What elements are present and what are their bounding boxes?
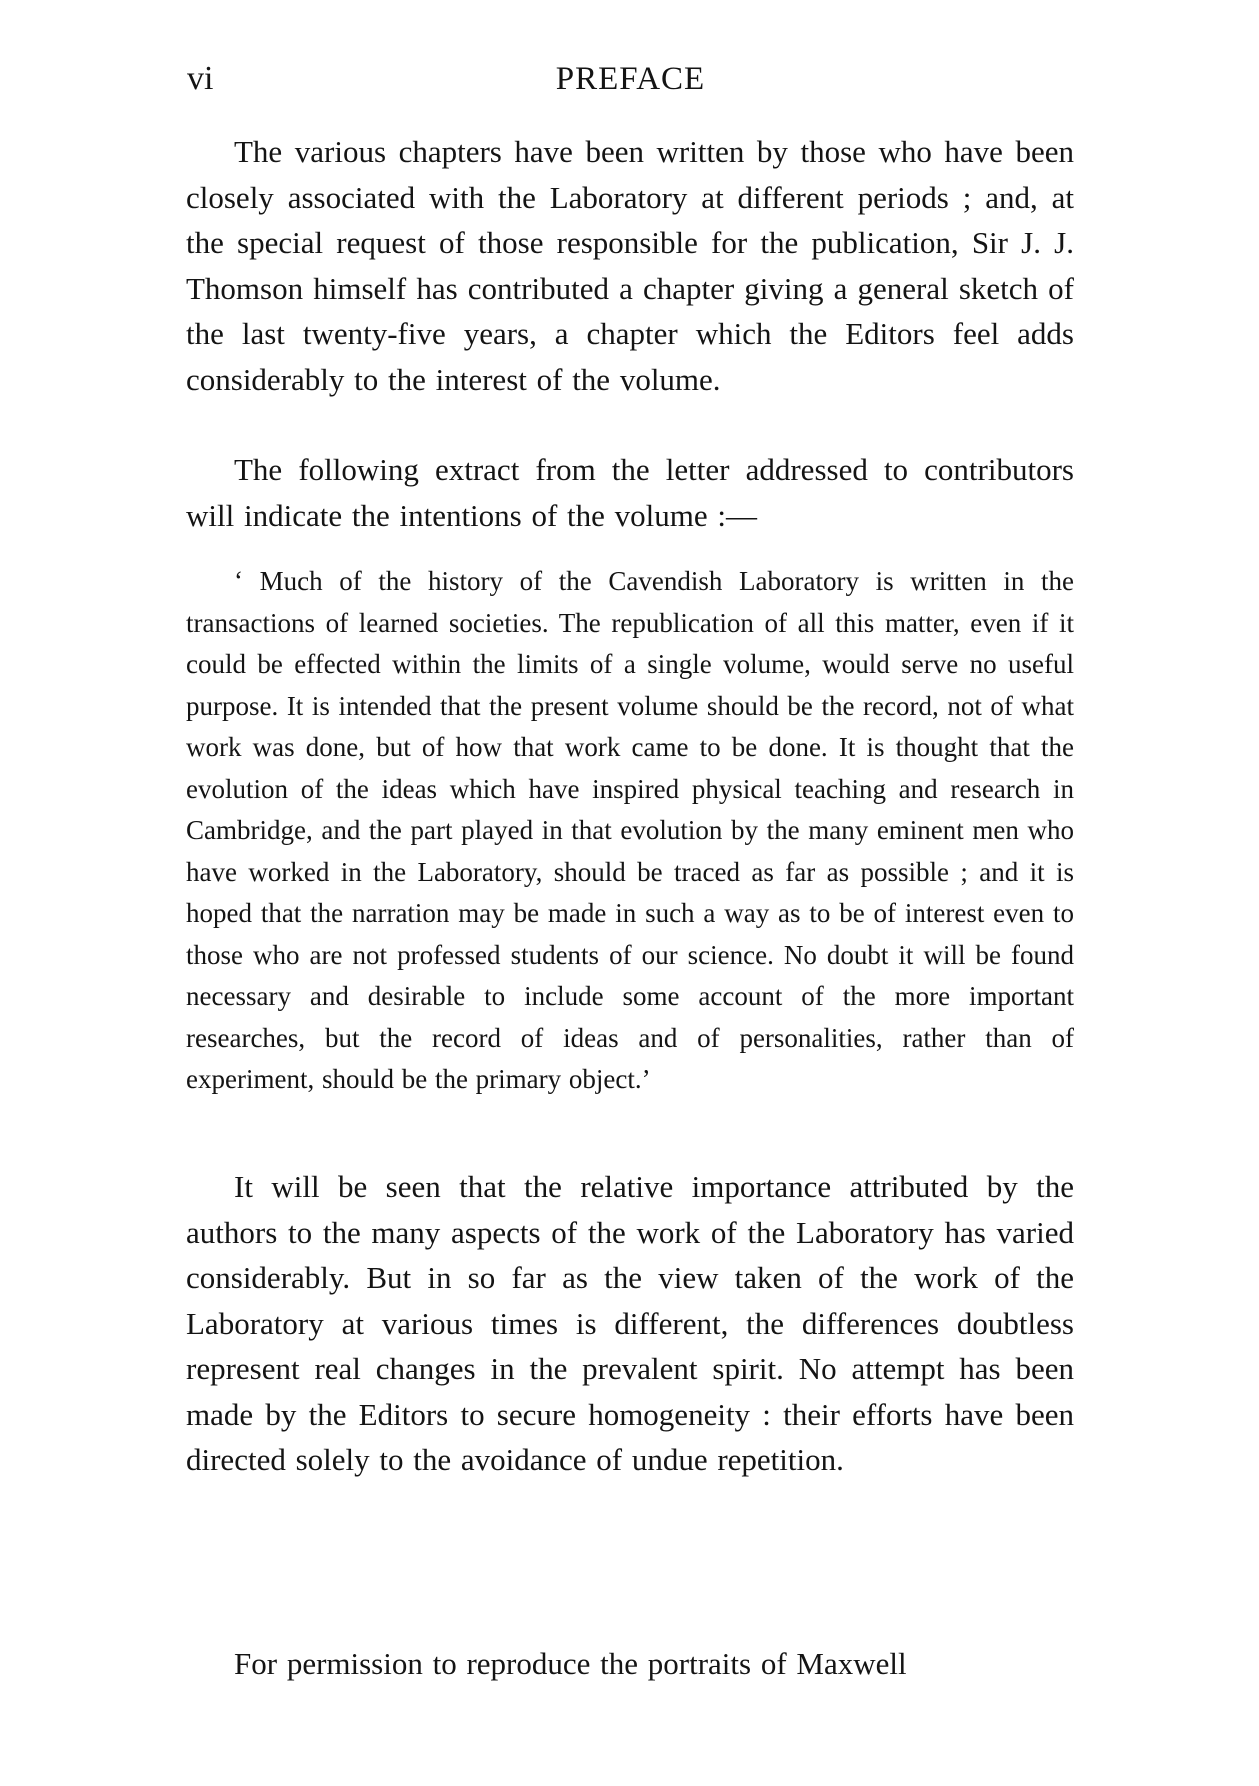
paragraph-extract-intro: The following extract from the letter addressed to contributors will indicate the intentions of the volume :—: [186, 452, 1074, 533]
running-title: PREFACE: [555, 61, 706, 97]
page-number: vi: [187, 60, 214, 97]
page-header: [187, 54, 1074, 104]
quoted-extract: ‘ Much of the history of the Cavendish Laboratory is written in the transactions of learned societies. The republication of all this matter, even if it could be effected within the limits of a single volume, would serve no useful purpose. It is intended that the present volume should be the record, not of what work was done, but of how that work came to be done. It is thought that the evolution of the ideas which have inspired physical teaching and research in Cambridge, and the part played in that evolution by the many eminent men who have worked in the Laboratory, should be traced as far as possible ; and it is hoped that the narration may be made in such a way as to be of interest even to those who are not professed students of our science. No doubt it will be found necessary and desirable to include some account of the more important researches, but the record of ideas and of personalities, rather than of experiment, should be the primary object.’: [186, 566, 1074, 1094]
paragraph-portraits-permission: For permission to reproduce the portraits of Maxwell: [234, 1646, 907, 1681]
paragraph-chapters-authorship: The various chapters have been written by those who have been closely associated with the Laboratory at different periods ; and, at the special request of those responsible for the publication, Sir J. J. Thomson himself has contributed a chapter giving a general sketch of the last twenty-five years, a chapter which the Editors feel adds considerably to the interest of the volume.: [186, 134, 1074, 397]
paragraph-relative-importance: It will be seen that the relative importance attributed by the authors to the many aspects of the work of the Laboratory has varied considerably. But in so far as the view taken of the work of the Laboratory at various times is different, the differences doubtless represent real changes in the prevalent spirit. No attempt has been made by the Editors to secure homogeneity : their efforts have been directed solely to the avoidance of undue repetition.: [186, 1169, 1074, 1477]
